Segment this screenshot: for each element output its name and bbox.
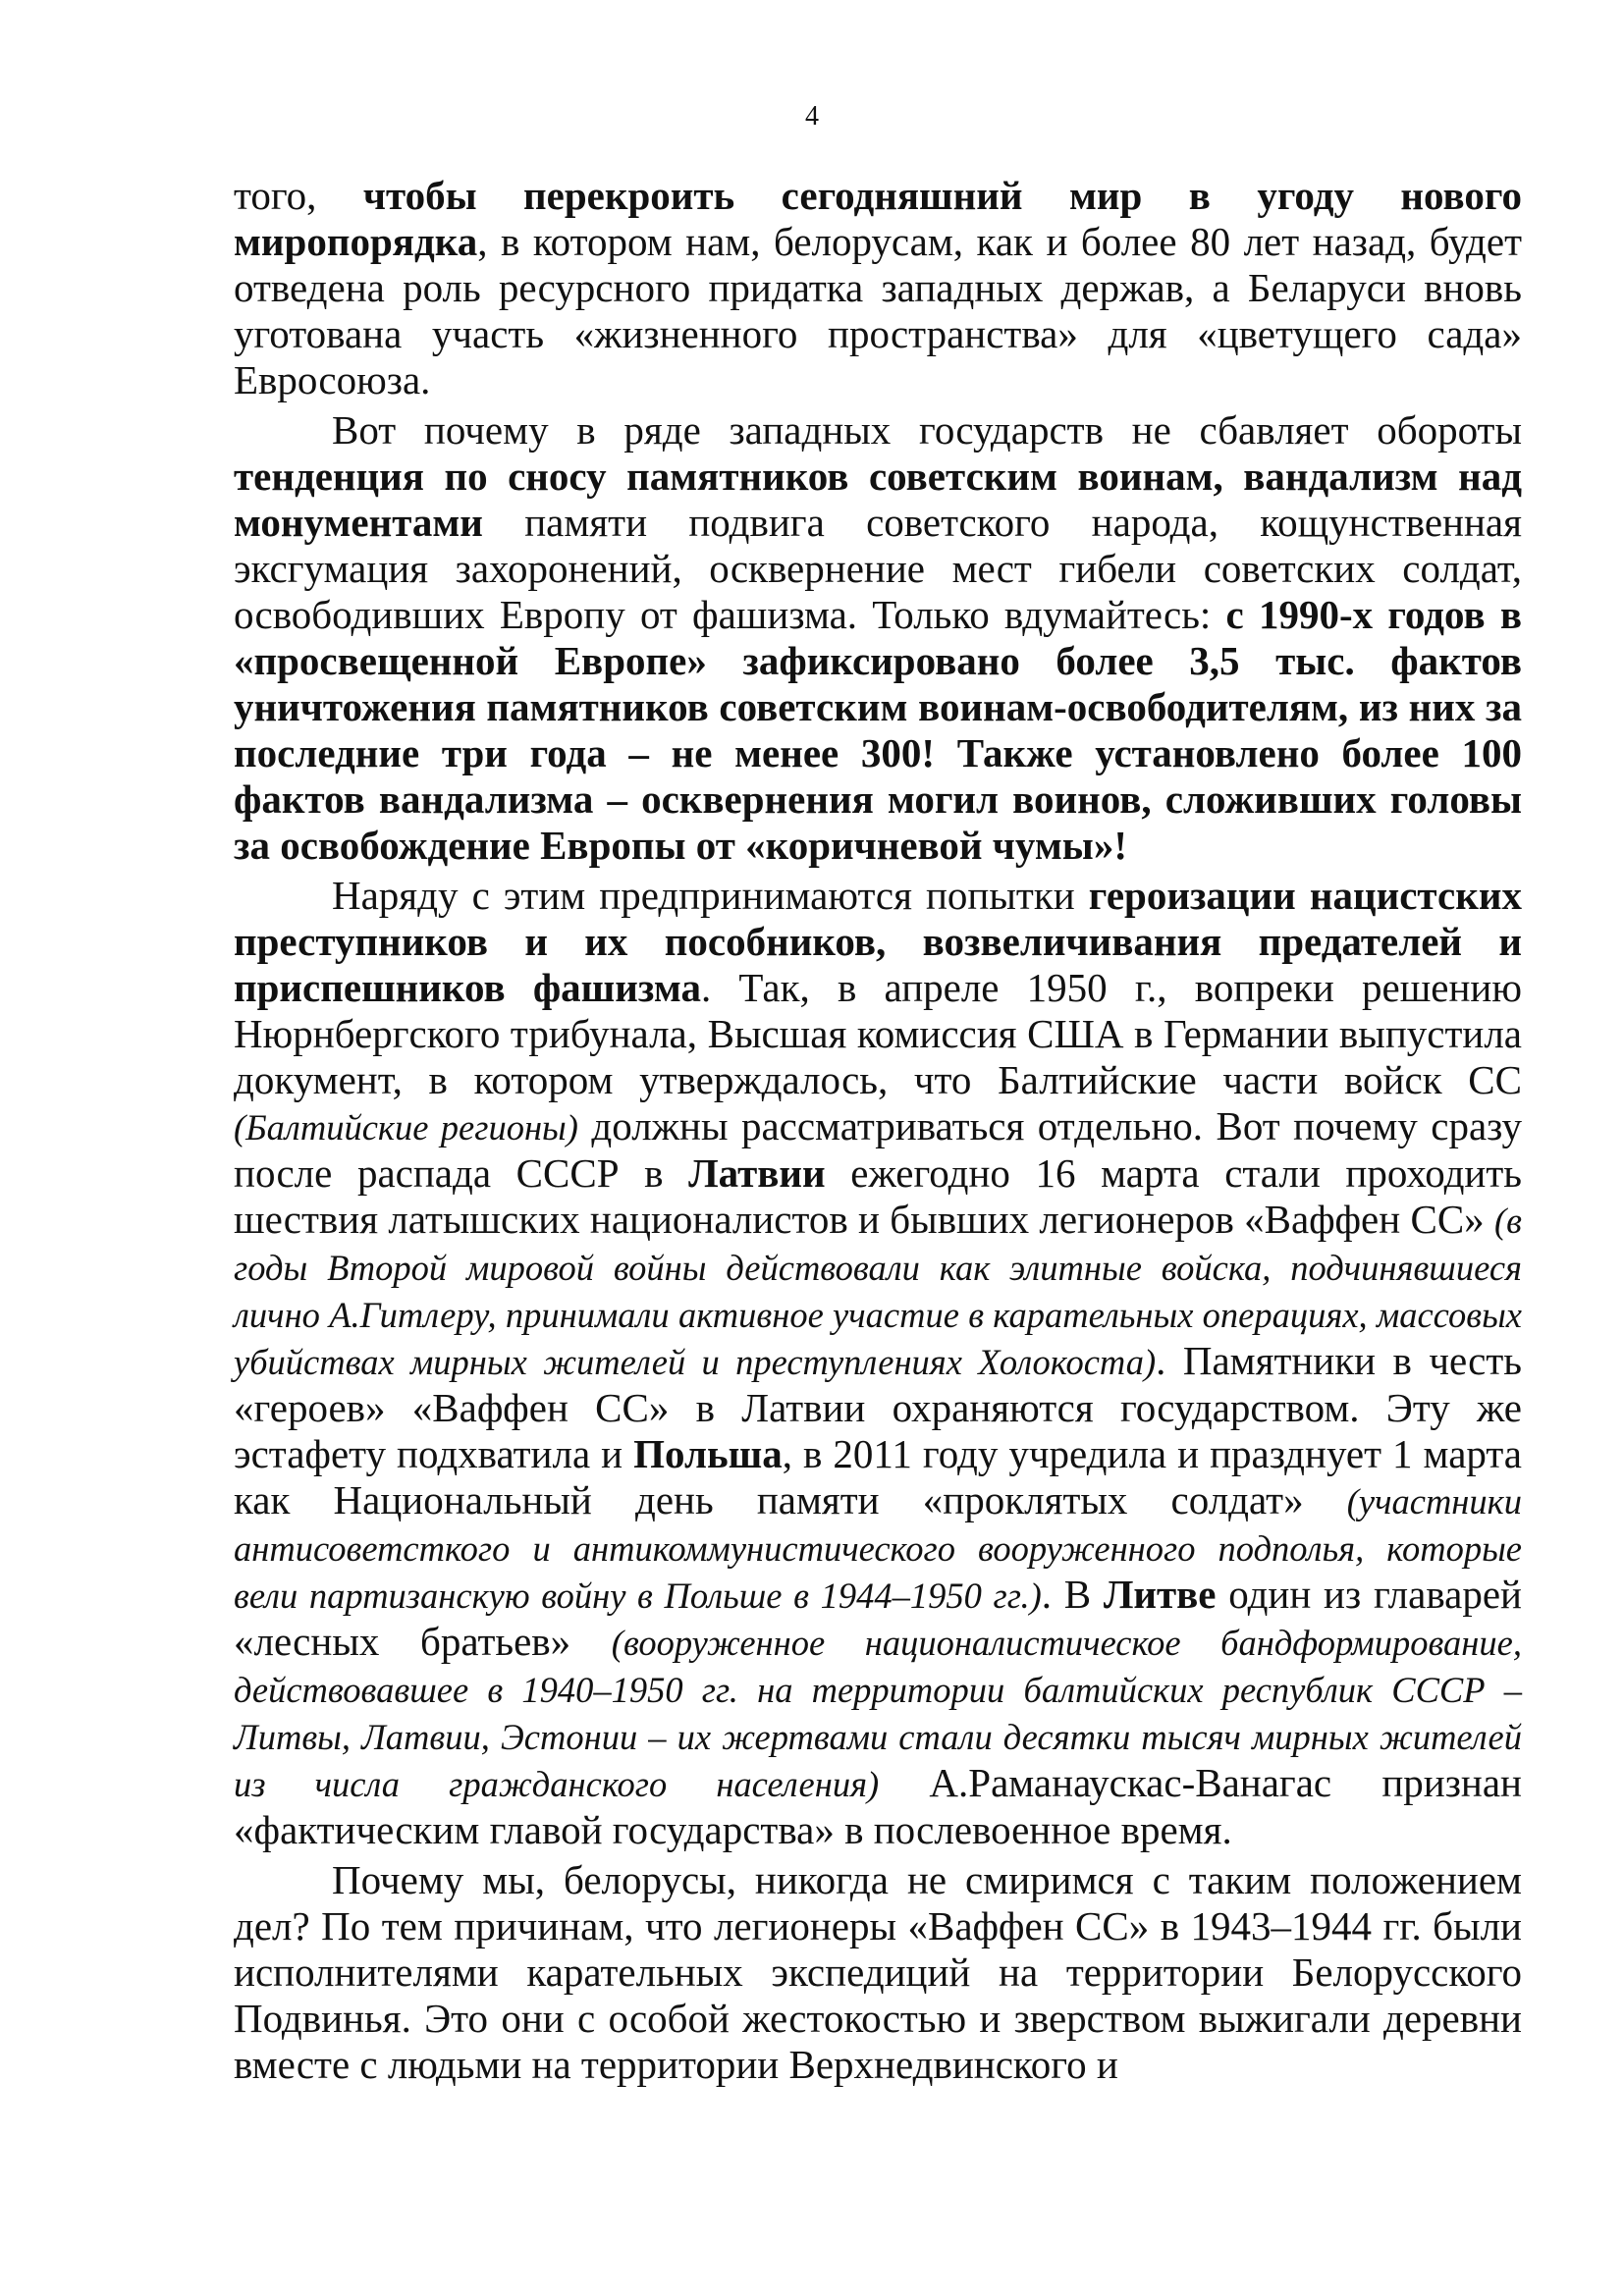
bold-text: Также установлено более 100 фактов вандализма – осквернения могил воинов, сложивших головы за освобождение Европы от «коричневой чумы»! (234, 730, 1522, 868)
text-segment: ежегодно 16 марта стали проходить шествия латышских националистов и бывших легионеров «Ваффен СС» (234, 1150, 1522, 1242)
paragraph (234, 873, 1522, 1853)
italic-note: (Балтийские регионы) (234, 1107, 578, 1148)
text-segment: должны рассматриваться отдельно. Вот почему сразу после распада СССР в (234, 1103, 1522, 1196)
bold-text: чтобы перекроить сегодняшний мир в угоду нового миропорядка (234, 173, 1522, 264)
paragraph (234, 407, 1522, 869)
bold-text: Польша (633, 1431, 783, 1476)
paragraph (234, 1857, 1522, 2088)
bold-text: с 1990-х годов в «просвещенной Европе» зафиксировано более 3,5 тыс. фактов уничтожения памятников советским воинам-освободителям, из них за последние три года – не менее 300! (234, 592, 1522, 775)
text-segment: , в 2011 году учредила и празднует 1 марта как Национальный день памяти «проклятых солдат» (234, 1431, 1522, 1522)
italic-note: (участники антисоветсткого и антикоммунистического вооруженного подполья, которые вели партизанскую войну в Польше в 1944–1950 гг.) (234, 1481, 1522, 1616)
text-segment: Почему мы, белорусы, никогда не смиримся с таким положением дел? По тем причинам, что легионеры «Ваффен СС» в 1943–1944 гг. были исполнителями карательных экспедиций на территории Белорусского Подвинья. Это они с особой жестокостью и зверством выжигали деревни вместе с людьми на территории Верхнедвинского и (234, 1857, 1522, 2087)
paragraph (234, 173, 1522, 403)
text-segment: . В (1041, 1572, 1104, 1617)
bold-text: Латвии (688, 1150, 826, 1196)
text-segment: . Памятники в честь «героев» «Ваффен СС» в Латвии охраняются государством. Эту же эстафету подхватила и (234, 1338, 1522, 1476)
bold-text: героизации нацистских преступников и их пособников, возвеличивания предателей и приспешников фашизма (234, 873, 1522, 1010)
text-segment: того, (234, 173, 363, 218)
text-segment: Вот почему в ряде западных государств не сбавляет обороты (332, 407, 1522, 453)
bold-text: тенденция по сносу памятников советским воинам, вандализм над монументами (234, 454, 1522, 545)
text-segment: А.Раманаускас-Ванагас признан «фактическим главой государства» в послевоенное время. (234, 1760, 1522, 1852)
text-segment: . Так, в апреле 1950 г., вопреки решению Нюрнбергского трибунала, Высшая комиссия США в Германии выпустила документ, в котором утверждалось, что Балтийские части войск СС (234, 965, 1522, 1102)
document-body (234, 173, 1522, 2088)
bold-text: Литве (1103, 1572, 1217, 1617)
text-segment: один из главарей «лесных братьев» (234, 1572, 1522, 1664)
italic-note: (вооруженное националистическое бандформирование, действовавшее в 1940–1950 гг. на территории балтийских республик СССР –Литвы, Латвии, Эстонии – их жертвами стали десятки тысяч мирных жителей из числа гражданского населения) (234, 1623, 1522, 1804)
text-segment: , в котором нам, белорусам, как и более 80 лет назад, будет отведена роль ресурсного придатка западных держав, а Беларуси вновь уготована участь «жизненного пространства» для «цветущего сада» Евросоюза. (234, 219, 1522, 402)
text-segment: памяти подвига советского народа, кощунственная эксгумация захоронений, осквернение мест гибели советских солдат, освободивших Европу от фашизма. Только вдумайтесь: (234, 500, 1522, 637)
text-segment: Наряду с этим предпринимаются попытки (332, 873, 1089, 918)
italic-note: (в годы Второй мировой войны действовали как элитные войска, подчинявшиеся лично А.Гитлеру, принимали активное участие в карательных операциях, массовых убийствах мирных жителей и преступлениях Холокоста) (234, 1201, 1522, 1382)
page-number: 4 (805, 101, 819, 132)
